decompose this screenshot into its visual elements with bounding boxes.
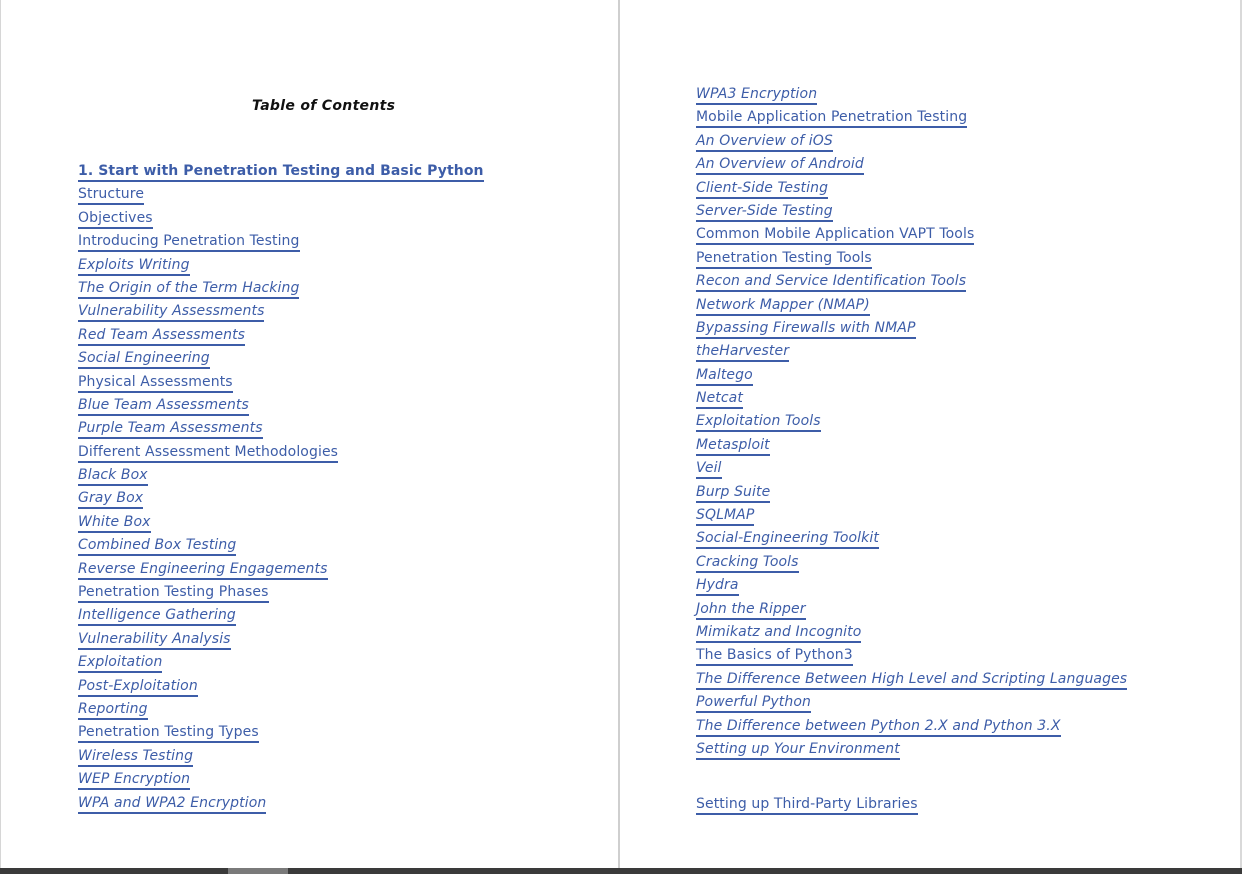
toc-entry	[696, 528, 1127, 551]
toc-entry	[78, 372, 484, 395]
toc-entry	[78, 769, 484, 792]
toc-entry	[78, 442, 484, 465]
toc-entry	[696, 458, 1127, 481]
toc-entry	[78, 605, 484, 628]
toc-entry	[78, 255, 484, 278]
toc-entry	[696, 435, 1127, 458]
toc-link[interactable]: Objectives	[78, 210, 153, 229]
right-page	[620, 0, 1240, 868]
toc-entry	[696, 271, 1127, 294]
toc-entry	[696, 107, 1127, 130]
toc-entry	[696, 341, 1127, 364]
toc-link[interactable]: Server-Side Testing	[696, 203, 833, 222]
toc-link[interactable]: SQLMAP	[696, 507, 754, 526]
toc-link[interactable]: Mimikatz and Incognito	[696, 624, 861, 643]
toc-entry	[78, 512, 484, 535]
toc-link[interactable]: Mobile Application Penetration Testing	[696, 109, 967, 128]
toc-entry	[78, 301, 484, 324]
toc-title: Table of Contents	[252, 98, 396, 114]
toc-link[interactable]: Post-Exploitation	[78, 678, 198, 697]
toc-entry	[696, 224, 1127, 247]
toc-link[interactable]: Structure	[78, 186, 144, 205]
toc-entry	[696, 692, 1127, 715]
toc-chapter-link[interactable]: 1. Start with Penetration Testing and Basic Python	[78, 163, 484, 182]
toc-entry	[696, 482, 1127, 505]
toc-link[interactable]: Blue Team Assessments	[78, 397, 249, 416]
toc-entry	[78, 208, 484, 231]
toc-entry	[696, 599, 1127, 622]
toc-link[interactable]: Physical Assessments	[78, 374, 233, 393]
toc-link[interactable]: Exploitation Tools	[696, 413, 821, 432]
toc-entry	[696, 154, 1127, 177]
toc-entry	[696, 739, 1127, 762]
toc-entry	[78, 488, 484, 511]
toc-link[interactable]: Gray Box	[78, 490, 143, 509]
toc-link[interactable]: Client-Side Testing	[696, 180, 828, 199]
toc-entry	[696, 575, 1127, 598]
toc-entry	[78, 676, 484, 699]
toc-link[interactable]: The Difference between Python 2.X and Python 3.X	[696, 718, 1061, 737]
toc-link[interactable]: Recon and Service Identification Tools	[696, 273, 966, 292]
toc-link[interactable]: An Overview of iOS	[696, 133, 833, 152]
toc-entry	[78, 278, 484, 301]
toc-link[interactable]: Veil	[696, 460, 722, 479]
toc-entry	[78, 722, 484, 745]
toc-link[interactable]: Exploitation	[78, 654, 162, 673]
toc-link[interactable]: Black Box	[78, 467, 148, 486]
toc-entry	[696, 248, 1127, 271]
toc-link[interactable]: Different Assessment Methodologies	[78, 444, 338, 463]
toc-entry	[696, 622, 1127, 645]
toc-entry	[78, 652, 484, 675]
toc-entry	[696, 411, 1127, 434]
toc-link[interactable]: Reverse Engineering Engagements	[78, 561, 328, 580]
toc-link[interactable]: Setting up Your Environment	[696, 741, 900, 760]
toc-link[interactable]: Introducing Penetration Testing	[78, 233, 300, 252]
toc-link[interactable]: Powerful Python	[696, 694, 811, 713]
toc-link[interactable]: WPA3 Encryption	[696, 86, 817, 105]
toc-list-right	[696, 84, 1127, 818]
toc-link[interactable]: Burp Suite	[696, 484, 770, 503]
toc-link[interactable]: An Overview of Android	[696, 156, 864, 175]
toc-link[interactable]: Metasploit	[696, 437, 770, 456]
toc-entry	[696, 552, 1127, 575]
toc-entry	[696, 318, 1127, 341]
toc-entry	[696, 794, 1127, 817]
toc-entry	[78, 746, 484, 769]
toc-link[interactable]: Combined Box Testing	[78, 537, 236, 556]
toc-link[interactable]: Purple Team Assessments	[78, 420, 263, 439]
toc-entry	[696, 669, 1127, 692]
toc-entry	[78, 629, 484, 652]
toc-link[interactable]: The Origin of the Term Hacking	[78, 280, 299, 299]
toc-entry	[696, 505, 1127, 528]
toc-entry	[78, 184, 484, 207]
toc-entry	[696, 388, 1127, 411]
toc-entry	[78, 535, 484, 558]
toc-link[interactable]: Social-Engineering Toolkit	[696, 530, 879, 549]
horizontal-scrollbar[interactable]	[0, 868, 1242, 874]
toc-list-left	[78, 161, 484, 816]
toc-entry	[696, 295, 1127, 318]
toc-entry	[78, 395, 484, 418]
toc-spacer	[696, 762, 1127, 794]
toc-link[interactable]: The Difference Between High Level and Scripting Languages	[696, 671, 1127, 690]
toc-entry	[696, 201, 1127, 224]
toc-link[interactable]: Exploits Writing	[78, 257, 190, 276]
toc-link[interactable]: Network Mapper (NMAP)	[696, 297, 870, 316]
toc-link[interactable]: Vulnerability Analysis	[78, 631, 231, 650]
toc-link[interactable]: Bypassing Firewalls with NMAP	[696, 320, 916, 339]
toc-link[interactable]: Intelligence Gathering	[78, 607, 236, 626]
toc-link[interactable]: Cracking Tools	[696, 554, 799, 573]
toc-link[interactable]: Netcat	[696, 390, 743, 409]
toc-link[interactable]: Wireless Testing	[78, 748, 193, 767]
toc-entry	[696, 716, 1127, 739]
toc-link[interactable]: WPA and WPA2 Encryption	[78, 795, 266, 814]
toc-entry	[78, 418, 484, 441]
left-page	[0, 0, 619, 868]
toc-link[interactable]: Reporting	[78, 701, 148, 720]
toc-entry	[78, 348, 484, 371]
toc-link[interactable]: Penetration Testing Tools	[696, 250, 872, 269]
toc-entry	[696, 365, 1127, 388]
toc-entry	[78, 465, 484, 488]
toc-entry	[696, 178, 1127, 201]
toc-link[interactable]: The Basics of Python3	[696, 647, 853, 666]
toc-link[interactable]: WEP Encryption	[78, 771, 190, 790]
scrollbar-thumb[interactable]	[228, 868, 288, 874]
toc-entry	[696, 131, 1127, 154]
toc-entry	[78, 793, 484, 816]
toc-entry	[696, 645, 1127, 668]
toc-link[interactable]: Red Team Assessments	[78, 327, 245, 346]
toc-entry	[696, 84, 1127, 107]
toc-link[interactable]: Maltego	[696, 367, 753, 386]
toc-entry	[78, 559, 484, 582]
toc-entry	[78, 699, 484, 722]
toc-link[interactable]: Common Mobile Application VAPT Tools	[696, 226, 974, 245]
toc-link[interactable]: Penetration Testing Phases	[78, 584, 269, 603]
toc-link[interactable]: Setting up Third-Party Libraries	[696, 796, 918, 815]
toc-entry	[78, 325, 484, 348]
toc-link[interactable]: Hydra	[696, 577, 739, 596]
toc-link[interactable]: John the Ripper	[696, 601, 806, 620]
toc-link[interactable]: Penetration Testing Types	[78, 724, 259, 743]
toc-entry	[78, 161, 484, 184]
toc-link[interactable]: Vulnerability Assessments	[78, 303, 264, 322]
toc-link[interactable]: theHarvester	[696, 343, 789, 362]
toc-link[interactable]: White Box	[78, 514, 151, 533]
toc-link[interactable]: Social Engineering	[78, 350, 210, 369]
toc-entry	[78, 582, 484, 605]
toc-entry	[78, 231, 484, 254]
